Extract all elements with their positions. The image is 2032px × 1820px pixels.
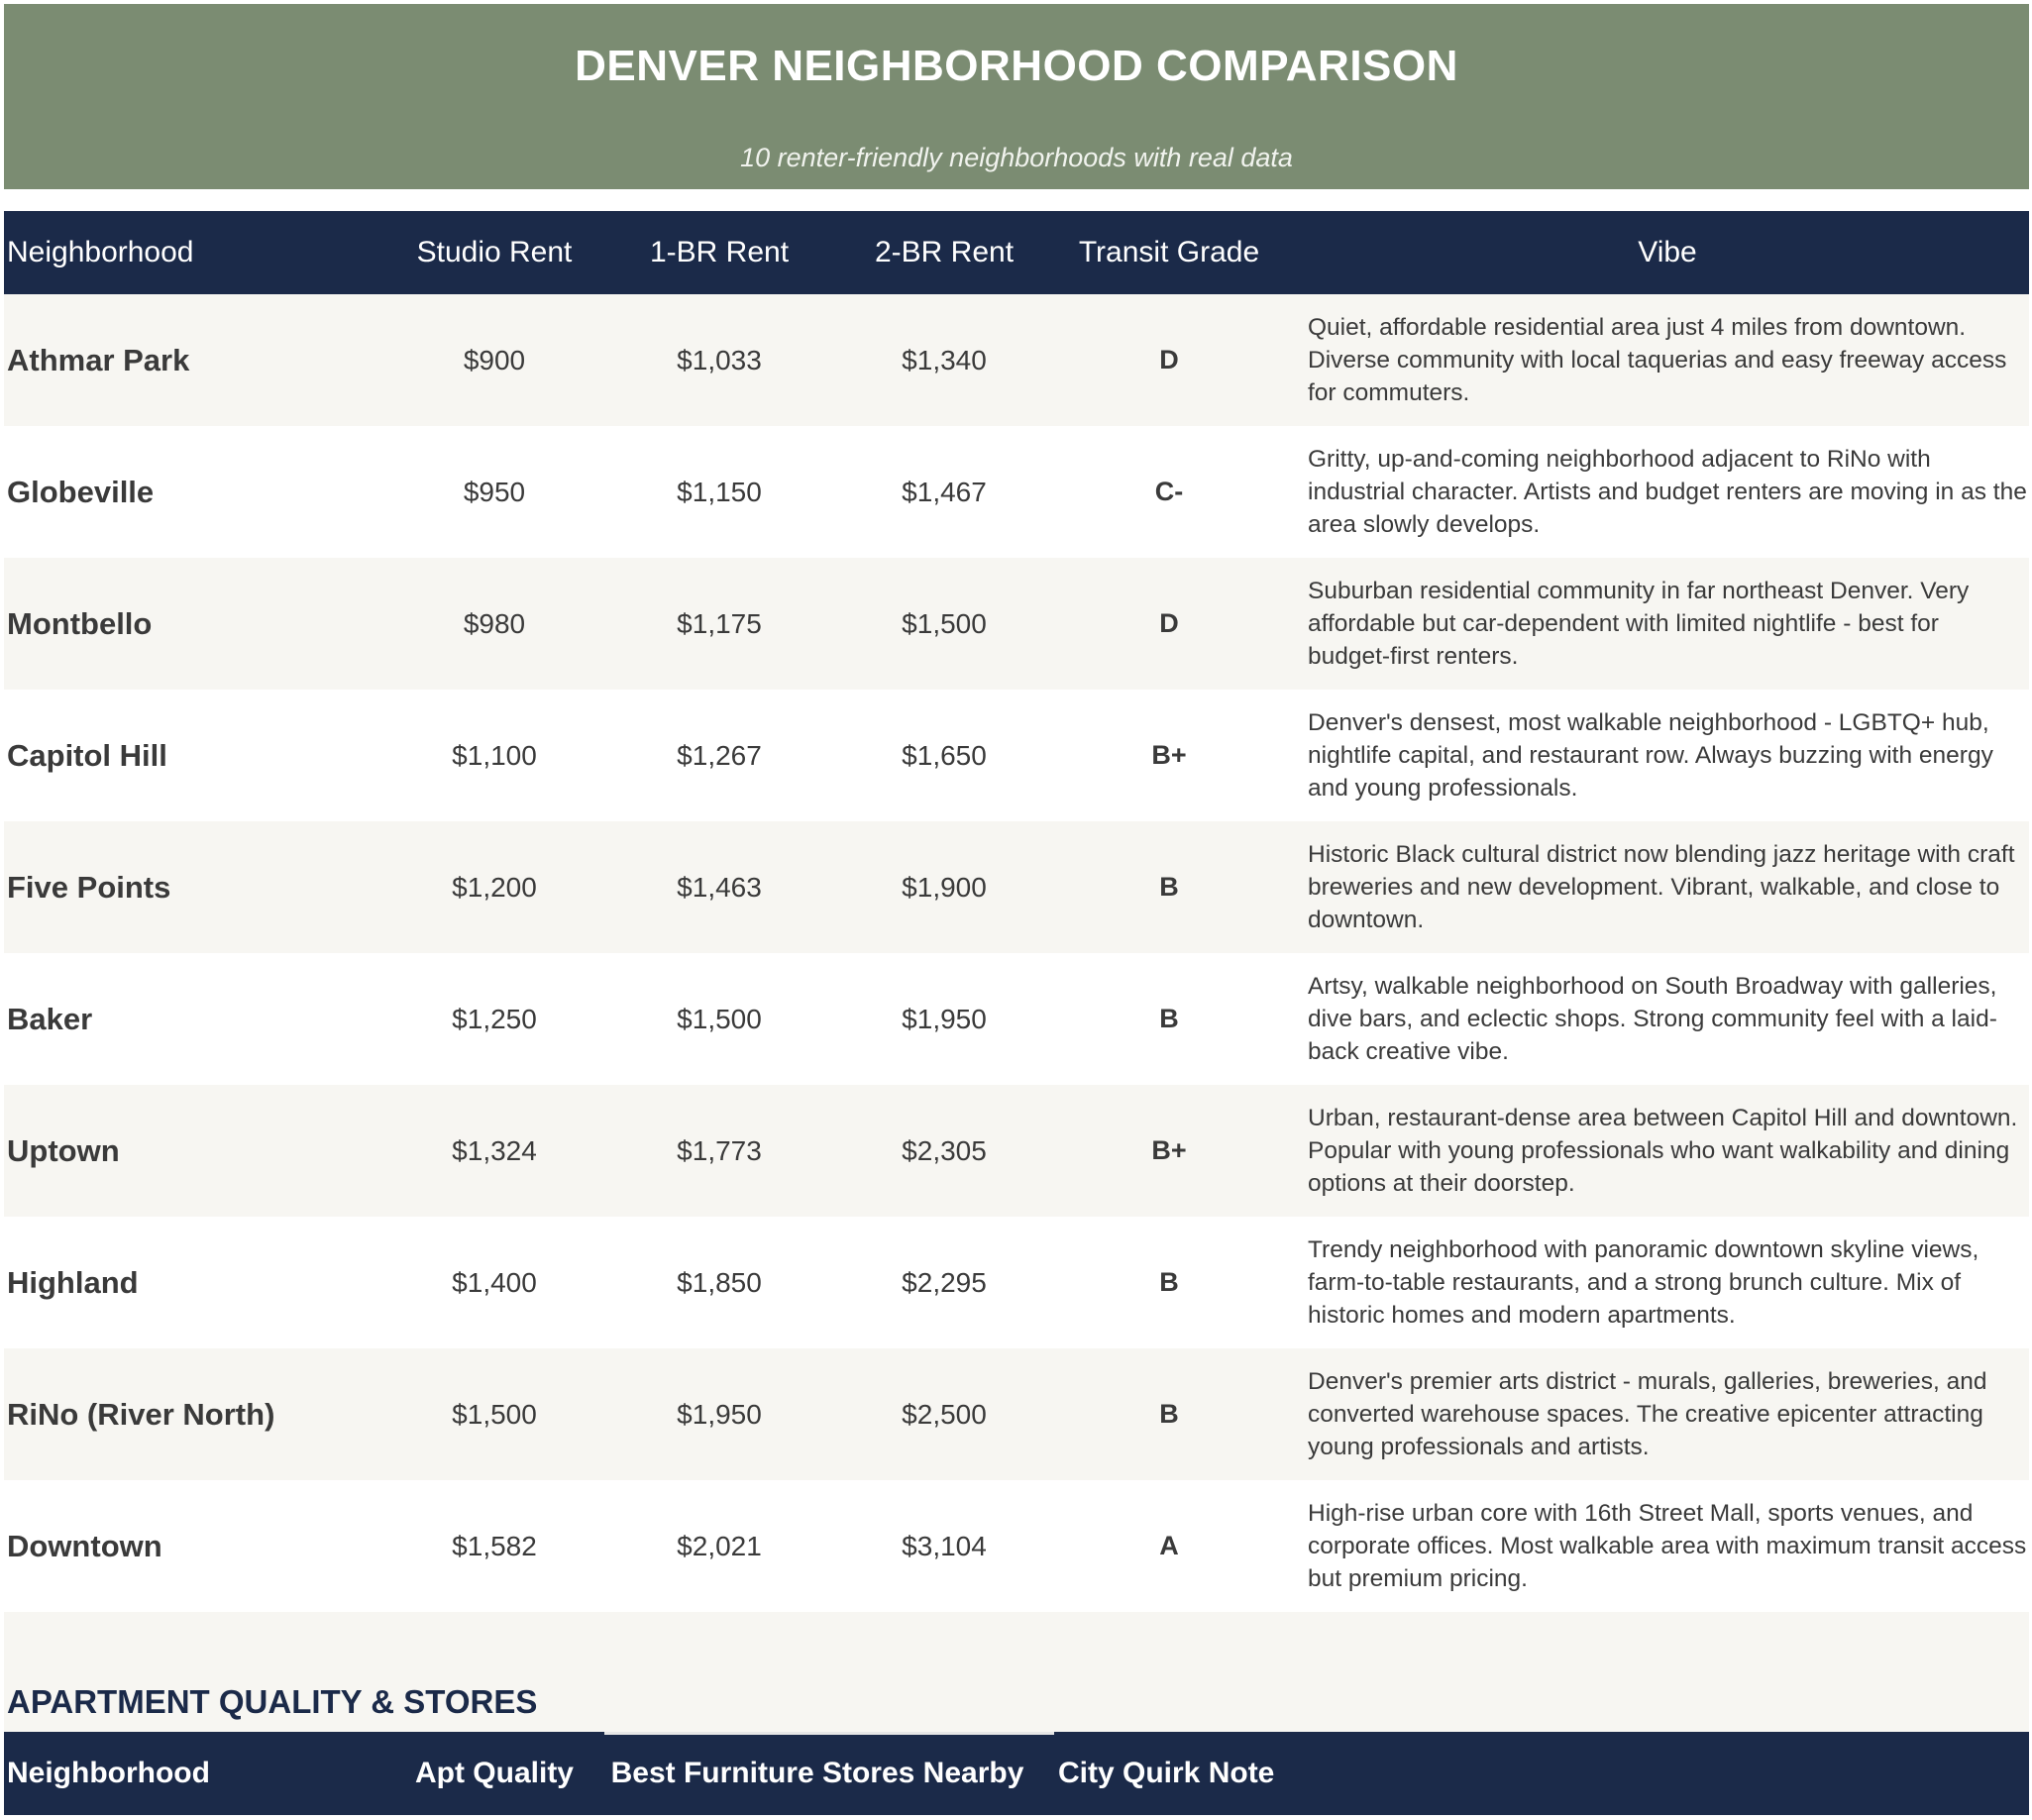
two-br-rent-cell[interactable]: $1,340: [902, 344, 987, 375]
one-br-rent-cell[interactable]: $1,463: [677, 871, 762, 903]
one-br-rent-cell[interactable]: $1,267: [677, 739, 762, 771]
studio-rent-cell[interactable]: $1,400: [452, 1266, 537, 1298]
studio-rent-cell[interactable]: $980: [463, 607, 526, 639]
spreadsheet: [4, 4, 2029, 1815]
vibe-cell[interactable]: Suburban residential community in far northeast Denver. Very affordable but car-dependent with limited nightlife - best for budget-first renters.: [1308, 578, 1970, 670]
transit-grade-cell[interactable]: C-: [1154, 477, 1184, 506]
transit-grade-cell[interactable]: B+: [1151, 1135, 1187, 1165]
transit-grade-cell[interactable]: A: [1159, 1531, 1179, 1560]
neighborhood-cell[interactable]: Downtown: [7, 1528, 162, 1563]
two-br-rent-cell[interactable]: $1,500: [902, 607, 987, 639]
two-br-rent-cell[interactable]: $1,467: [902, 476, 987, 507]
studio-rent-cell[interactable]: $900: [463, 344, 526, 375]
header2-city-quirk[interactable]: City Quirk Note: [1058, 1757, 1275, 1789]
neighborhood-cell[interactable]: Five Points: [7, 869, 171, 905]
vibe-cell[interactable]: Artsy, walkable neighborhood on South Broadway with galleries, dive bars, and eclectic shops. Strong community feel with a laid-back creative vibe.: [1308, 973, 1997, 1065]
header-transit-grade[interactable]: Transit Grade: [1078, 236, 1260, 268]
table-row: [4, 1348, 2029, 1480]
table-row: [4, 294, 2029, 426]
header-accent-line: [604, 1732, 1054, 1735]
vibe-cell[interactable]: Quiet, affordable residential area just 4 miles from downtown. Diverse community with local taquerias and easy freeway access for commuters.: [1308, 314, 2007, 406]
studio-rent-cell[interactable]: $950: [463, 476, 526, 507]
table-row: [4, 690, 2029, 821]
transit-grade-cell[interactable]: B: [1159, 1399, 1179, 1429]
page-title: DENVER NEIGHBORHOOD COMPARISON: [575, 42, 1458, 90]
studio-rent-cell[interactable]: $1,250: [452, 1003, 537, 1034]
transit-grade-cell[interactable]: D: [1159, 608, 1179, 638]
table-row: [4, 426, 2029, 558]
vibe-cell[interactable]: Gritty, up-and-coming neighborhood adjacent to RiNo with industrial character. Artists and budget renters are moving in as the area slowly develops.: [1308, 446, 2027, 538]
table-row: [4, 953, 2029, 1085]
page-subtitle: 10 renter-friendly neighborhoods with real data: [740, 143, 1293, 172]
transit-grade-cell[interactable]: B: [1159, 1267, 1179, 1297]
header-studio-rent[interactable]: Studio Rent: [416, 236, 573, 268]
one-br-rent-cell[interactable]: $1,150: [677, 476, 762, 507]
section-title[interactable]: APARTMENT QUALITY & STORES: [7, 1683, 538, 1720]
quality-table-header: [4, 1732, 2029, 1815]
one-br-rent-cell[interactable]: $2,021: [677, 1530, 762, 1561]
studio-rent-cell[interactable]: $1,100: [452, 739, 537, 771]
one-br-rent-cell[interactable]: $1,500: [677, 1003, 762, 1034]
vibe-cell[interactable]: Urban, restaurant-dense area between Capitol Hill and downtown. Popular with young professionals who want walkability and dining options at their doorstep.: [1308, 1105, 2018, 1197]
neighborhood-cell[interactable]: Athmar Park: [7, 342, 190, 377]
table-row: [4, 1480, 2029, 1612]
vibe-cell[interactable]: Historic Black cultural district now blending jazz heritage with craft breweries and new development. Vibrant, walkable, and close to downtown.: [1308, 841, 2015, 933]
two-br-rent-cell[interactable]: $2,500: [902, 1398, 987, 1430]
one-br-rent-cell[interactable]: $1,950: [677, 1398, 762, 1430]
header2-neighborhood[interactable]: Neighborhood: [7, 1757, 210, 1789]
spacer-row: [4, 189, 2029, 211]
transit-grade-cell[interactable]: B+: [1151, 740, 1187, 770]
header-1br-rent[interactable]: 1-BR Rent: [649, 236, 790, 268]
two-br-rent-cell[interactable]: $2,295: [902, 1266, 987, 1298]
studio-rent-cell[interactable]: $1,500: [452, 1398, 537, 1430]
one-br-rent-cell[interactable]: $1,850: [677, 1266, 762, 1298]
table-row: [4, 558, 2029, 690]
one-br-rent-cell[interactable]: $1,033: [677, 344, 762, 375]
neighborhood-cell[interactable]: Montbello: [7, 605, 153, 641]
two-br-rent-cell[interactable]: $1,650: [902, 739, 987, 771]
neighborhood-cell[interactable]: Baker: [7, 1001, 93, 1036]
two-br-rent-cell[interactable]: $2,305: [902, 1134, 987, 1166]
header-vibe[interactable]: Vibe: [1638, 236, 1697, 268]
two-br-rent-cell[interactable]: $1,900: [902, 871, 987, 903]
two-br-rent-cell[interactable]: $3,104: [902, 1530, 987, 1561]
vibe-cell[interactable]: High-rise urban core with 16th Street Mall, sports venues, and corporate offices. Most walkable area with maximum transit access but premium pricing.: [1308, 1500, 2027, 1592]
table-header: [4, 211, 2029, 294]
studio-rent-cell[interactable]: $1,324: [452, 1134, 537, 1166]
header2-apt-quality[interactable]: Apt Quality: [414, 1757, 574, 1789]
one-br-rent-cell[interactable]: $1,773: [677, 1134, 762, 1166]
transit-grade-cell[interactable]: B: [1159, 872, 1179, 902]
header-neighborhood[interactable]: Neighborhood: [7, 236, 194, 268]
table-row: [4, 1217, 2029, 1348]
title-banner: [4, 4, 2029, 189]
table-row: [4, 821, 2029, 953]
neighborhood-cell[interactable]: Globeville: [7, 474, 155, 509]
vibe-cell[interactable]: Denver's densest, most walkable neighborhood - LGBTQ+ hub, nightlife capital, and restaurant row. Always buzzing with energy and young professionals.: [1308, 709, 1993, 802]
section-heading-row: [4, 1612, 2029, 1732]
studio-rent-cell[interactable]: $1,582: [452, 1530, 537, 1561]
neighborhood-cell[interactable]: Capitol Hill: [7, 737, 167, 773]
vibe-cell[interactable]: Denver's premier arts district - murals, galleries, breweries, and converted warehouse spaces. The creative epicenter attracting young professionals and artists.: [1308, 1368, 1987, 1460]
table-row: [4, 1085, 2029, 1217]
one-br-rent-cell[interactable]: $1,175: [677, 607, 762, 639]
neighborhood-cell[interactable]: Uptown: [7, 1132, 120, 1168]
neighborhood-cell[interactable]: Highland: [7, 1264, 139, 1300]
two-br-rent-cell[interactable]: $1,950: [902, 1003, 987, 1034]
vibe-cell[interactable]: Trendy neighborhood with panoramic downtown skyline views, farm-to-table restaurants, and a strong brunch culture. Mix of historic homes and modern apartments.: [1308, 1236, 1979, 1329]
neighborhood-cell[interactable]: RiNo (River North): [7, 1396, 275, 1432]
table-body: [4, 294, 2029, 1612]
header2-furniture-stores[interactable]: Best Furniture Stores Nearby: [610, 1757, 1024, 1789]
header-2br-rent[interactable]: 2-BR Rent: [874, 236, 1015, 268]
studio-rent-cell[interactable]: $1,200: [452, 871, 537, 903]
transit-grade-cell[interactable]: B: [1159, 1004, 1179, 1033]
transit-grade-cell[interactable]: D: [1159, 345, 1179, 375]
